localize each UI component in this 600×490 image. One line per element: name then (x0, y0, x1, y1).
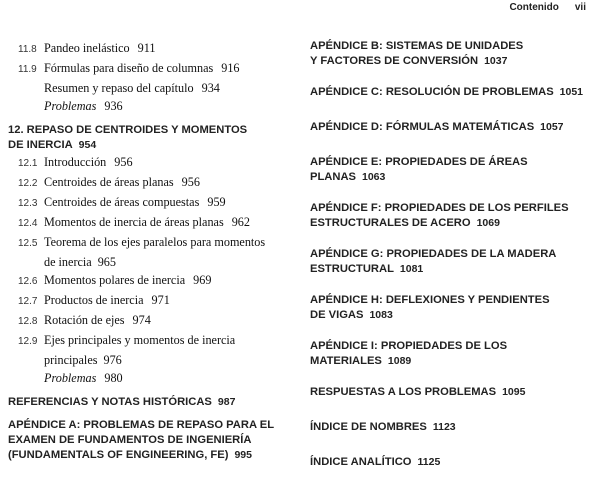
toc-entry-12-5[interactable] (8, 233, 298, 253)
toc-entry-12-3[interactable] (8, 193, 298, 213)
toc-apendice-a[interactable] (8, 418, 298, 463)
section-number: 12.7 (18, 296, 38, 307)
section-title: Productos de inercia (44, 293, 144, 307)
toc-indice-analitico[interactable] (310, 455, 595, 470)
page-number: 976 (103, 353, 122, 367)
chapter-title-line: 12. REPASO DE CENTROIDES Y MOMENTOS (8, 124, 248, 136)
toc-right-column (310, 39, 595, 490)
toc-left-column (8, 39, 298, 463)
page-number: 1081 (399, 263, 424, 275)
section-title: Centroides de áreas compuestas (44, 195, 200, 209)
page-number: 965 (97, 255, 116, 269)
page-number: 1057 (540, 121, 564, 133)
page-number: 1123 (432, 421, 456, 433)
section-number: 12.5 (18, 238, 38, 249)
toc-entry-problemas-11[interactable] (8, 97, 298, 115)
chapter-title-line: ESTRUCTURALES DE ACERO (310, 217, 471, 229)
page-number: 916 (221, 61, 240, 75)
page-number: 1089 (387, 355, 412, 367)
page-number: 1083 (369, 309, 393, 321)
toc-respuestas[interactable] (310, 385, 595, 400)
toc-entry-12-8[interactable] (8, 311, 298, 331)
toc-entry-12-7[interactable] (8, 291, 298, 311)
header-page-number: vii (574, 2, 586, 13)
page-number: 1069 (476, 217, 500, 229)
toc-entry-11-9[interactable] (8, 59, 298, 79)
toc-apendice-c[interactable] (310, 85, 595, 100)
page-number: 969 (193, 273, 212, 287)
section-number: 12.2 (18, 178, 38, 189)
toc-entry-problemas-12[interactable] (8, 369, 298, 387)
toc-entry-11-8[interactable] (8, 39, 298, 59)
toc-apendice-d[interactable] (310, 120, 595, 135)
chapter-title-line: APÉNDICE F: PROPIEDADES DE LOS PERFILES (310, 202, 569, 214)
toc-apendice-i[interactable] (310, 339, 595, 369)
toc-entry-12-5-cont[interactable] (8, 253, 298, 271)
section-number: 11.9 (18, 64, 37, 75)
page-number: 934 (201, 81, 220, 95)
chapter-title-line: APÉNDICE C: RESOLUCIÓN DE PROBLEMAS (310, 86, 554, 98)
toc-entry-12-9-cont[interactable] (8, 351, 298, 369)
page-number: 956 (114, 155, 133, 169)
section-number: 12.9 (18, 336, 38, 347)
toc-chapter-12[interactable] (8, 123, 298, 153)
toc-apendice-b[interactable] (310, 39, 595, 69)
chapter-title-line: ÍNDICE DE NOMBRES (310, 421, 427, 433)
section-title: Teorema de los ejes paralelos para momentos (44, 235, 266, 249)
section-title: Resumen y repaso del capítulo (44, 81, 194, 95)
page-number: 971 (151, 293, 170, 307)
chapter-title-line: RESPUESTAS A LOS PROBLEMAS (310, 386, 497, 398)
chapter-title-line: Y FACTORES DE CONVERSIÓN (310, 55, 479, 67)
page-number: 959 (207, 195, 226, 209)
header-title: Contenido (509, 2, 559, 13)
page-number: 1051 (559, 86, 584, 98)
toc-referencias[interactable] (8, 395, 298, 410)
chapter-title-line: APÉNDICE E: PROPIEDADES DE ÁREAS (310, 156, 528, 168)
section-title-continued: de inercia (44, 255, 92, 269)
page-number: 911 (137, 41, 156, 55)
section-title: Rotación de ejes (44, 313, 125, 327)
page-number: 956 (181, 175, 200, 189)
section-number: 12.4 (18, 218, 38, 229)
chapter-title-line: APÉNDICE H: DEFLEXIONES Y PENDIENTES (310, 294, 550, 306)
section-number: 12.8 (18, 316, 38, 327)
section-title: Problemas (44, 99, 97, 113)
section-title: Momentos de inercia de áreas planas (44, 215, 224, 229)
toc-apendice-f[interactable] (310, 201, 595, 231)
section-title: Introducción (44, 155, 107, 169)
page-number: 1063 (362, 171, 386, 183)
page-number: 980 (104, 371, 123, 385)
chapter-title-line: (FUNDAMENTALS OF ENGINEERING, FE) (8, 449, 229, 461)
chapter-title-line: REFERENCIAS Y NOTAS HISTÓRICAS (8, 396, 212, 408)
chapter-title-line: DE INERCIA (8, 139, 73, 151)
section-title: Ejes principales y momentos de inercia (44, 333, 236, 347)
page-number: 995 (234, 449, 252, 461)
chapter-title-line: EXAMEN DE FUNDAMENTOS DE INGENIERÍA (8, 434, 252, 446)
page-number: 1037 (484, 55, 508, 67)
section-title: Fórmulas para diseño de columnas (44, 61, 214, 75)
running-header (509, 2, 586, 13)
toc-indice-nombres[interactable] (310, 420, 595, 435)
chapter-title-line: APÉNDICE B: SISTEMAS DE UNIDADES (310, 40, 524, 52)
toc-apendice-e[interactable] (310, 155, 595, 185)
section-title: Centroides de áreas planas (44, 175, 174, 189)
section-number: 11.8 (18, 44, 37, 55)
section-number: 12.1 (18, 158, 38, 169)
toc-entry-12-1[interactable] (8, 153, 298, 173)
chapter-title-line: APÉNDICE I: PROPIEDADES DE LOS (310, 340, 508, 352)
chapter-title-line: DE VIGAS (310, 309, 364, 321)
section-title-continued: principales (44, 353, 98, 367)
chapter-title-line: APÉNDICE D: FÓRMULAS MATEMÁTICAS (310, 121, 535, 133)
section-title: Problemas (44, 371, 97, 385)
toc-apendice-h[interactable] (310, 293, 595, 323)
chapter-title-line: MATERIALES (310, 355, 382, 367)
toc-entry-12-6[interactable] (8, 271, 298, 291)
section-number: 12.6 (18, 276, 38, 287)
page-number: 936 (104, 99, 123, 113)
page-number: 1125 (417, 456, 441, 468)
section-number: 12.3 (18, 198, 38, 209)
toc-apendice-g[interactable] (310, 247, 595, 277)
toc-entry-resumen[interactable] (8, 79, 298, 97)
section-title: Pandeo inelástico (44, 41, 130, 55)
toc-entry-12-2[interactable] (8, 173, 298, 193)
chapter-title-line: PLANAS (310, 171, 356, 183)
page-number: 954 (78, 139, 97, 151)
toc-entry-12-4[interactable] (8, 213, 298, 233)
page-number: 987 (217, 396, 236, 408)
chapter-title-line: APÉNDICE G: PROPIEDADES DE LA MADERA (310, 248, 557, 260)
chapter-title-line: ESTRUCTURAL (310, 263, 394, 275)
section-title: Momentos polares de inercia (44, 273, 186, 287)
chapter-title-line: ÍNDICE ANALÍTICO (310, 456, 412, 468)
page-number: 1095 (502, 386, 526, 398)
page-number: 974 (132, 313, 151, 327)
page-number: 962 (231, 215, 250, 229)
toc-entry-12-9[interactable] (8, 331, 298, 351)
chapter-title-line: APÉNDICE A: PROBLEMAS DE REPASO PARA EL (8, 419, 275, 431)
